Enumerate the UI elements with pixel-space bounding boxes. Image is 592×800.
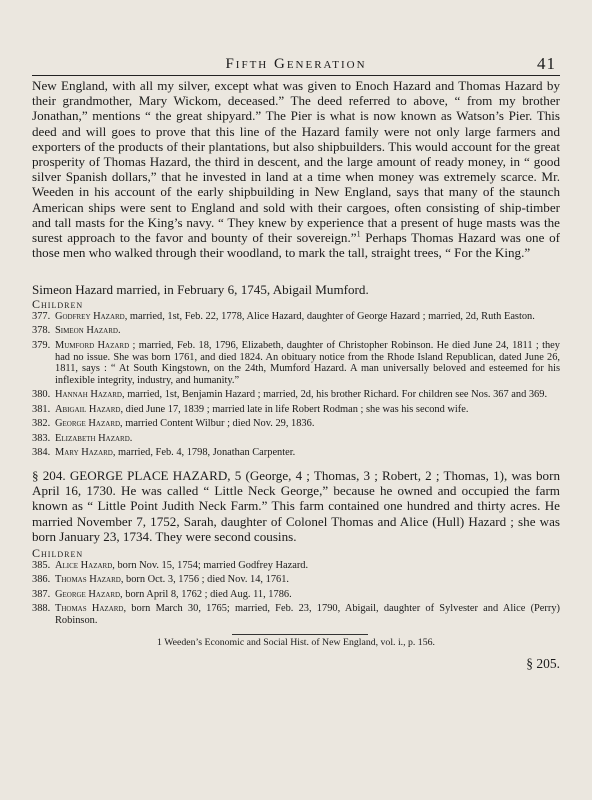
child-details: . <box>117 325 121 337</box>
child-details: , born Nov. 15, 1754; married Godfrey Hazard. <box>112 560 309 571</box>
child-number: 381. <box>32 403 51 415</box>
child-name: Simeon Hazard <box>55 325 118 337</box>
children-heading-1: Children <box>32 297 84 311</box>
child-name: Thomas Hazard <box>55 574 121 586</box>
page-number: 41 <box>537 54 556 73</box>
child-name: Alice Hazard <box>55 560 113 571</box>
child-text <box>55 340 560 386</box>
child-number: 383. <box>32 432 51 444</box>
child-text <box>55 560 560 572</box>
child-text <box>55 311 560 323</box>
header-rule <box>32 75 560 76</box>
child-entry <box>32 340 560 386</box>
child-entry <box>32 574 560 586</box>
child-details: , married, 1st, Benjamin Hazard ; married, 2d, his brother Richard. For children see Nos. 367 and 369. <box>122 389 548 401</box>
footnote-rule <box>232 634 368 635</box>
child-details: . <box>129 432 133 444</box>
child-name: Godfrey Hazard <box>55 311 125 322</box>
child-name: Elizabeth Hazard <box>55 432 130 444</box>
child-entry <box>32 603 560 626</box>
child-details: , born Oct. 3, 1756 ; died Nov. 14, 1761. <box>120 574 290 586</box>
child-entry <box>32 560 560 572</box>
child-details: , died June 17, 1839 ; married late in life Robert Rodman ; she was his second wife. <box>120 403 469 415</box>
children-list-1 <box>32 311 560 462</box>
child-name: George Hazard <box>55 588 121 600</box>
running-header <box>32 56 560 76</box>
child-details: , born March 30, 1765; married, Feb. 23, 1790, Abigail, daughter of Sylvester and Alice (Perry) Robinson. <box>55 603 560 627</box>
child-details: , married Content Wilbur ; died Nov. 29, 1836. <box>120 418 315 430</box>
footnote-reference: 1 <box>356 229 361 239</box>
child-text <box>55 589 560 601</box>
child-number: 377. <box>32 311 51 322</box>
child-number: 384. <box>32 447 51 459</box>
child-name: George Hazard <box>55 418 121 430</box>
child-name: Hannah Hazard <box>55 389 122 401</box>
child-number: 378. <box>32 325 51 337</box>
body-paragraph-2: § 204. GEORGE PLACE HAZARD, 5 (George, 4 ; Thomas, 3 ; Robert, 2 ; Thomas, 1), was born April 16, 1730. He was called “ Little Neck George,” because he owned and occupied the farm known as “ Little Point Judith Neck Farm.” This farm contained one hundred and thirty acres. He married November 7, 1752, Sarah, daughter of Colonel Thomas and Alice (Hull) Hazard ; she was born January 23, 1734. They were second cousins. <box>32 468 560 544</box>
child-text <box>55 433 560 445</box>
child-number: 385. <box>32 560 51 571</box>
marriage-line: Simeon Hazard married, in February 6, 1745, Abigail Mumford. <box>32 282 369 297</box>
child-text <box>55 603 560 626</box>
child-entry <box>32 389 560 401</box>
children-list-2 <box>32 560 560 630</box>
child-details: , married, Feb. 4, 1798, Jonathan Carpenter. <box>112 447 296 459</box>
child-entry <box>32 404 560 416</box>
child-entry <box>32 447 560 459</box>
catchword: § 205. <box>526 656 560 671</box>
child-entry <box>32 589 560 601</box>
child-entry <box>32 311 560 323</box>
chapter-title: Fifth Generation <box>225 56 367 72</box>
child-entry <box>32 433 560 445</box>
child-number: 386. <box>32 574 51 586</box>
child-text <box>55 418 560 430</box>
child-number: 387. <box>32 588 51 600</box>
children-heading-2: Children <box>32 546 84 560</box>
paragraph-1-text-b: Perhaps Thomas Hazard was one of those men who walked through their woodland, to mark the tall, straight trees, “ For the King.” <box>32 230 560 261</box>
child-number: 388. <box>32 603 51 615</box>
footnote: 1 Weeden’s Economic and Social Hist. of New England, vol. i., p. 156. <box>157 637 435 648</box>
child-entry <box>32 325 560 337</box>
child-name: Mary Hazard <box>55 447 113 459</box>
child-name: Abigail Hazard <box>55 403 121 415</box>
child-text <box>55 404 560 416</box>
child-name: Mumford Hazard <box>55 339 130 351</box>
child-name: Thomas Hazard <box>55 603 124 615</box>
child-text <box>55 325 560 337</box>
body-paragraph-1 <box>32 78 560 260</box>
child-number: 379. <box>32 339 51 351</box>
paragraph-1-text-a: New England, with all my silver, except what was given to Enoch Hazard and Thomas Hazard by their grandmother, Mary Wickom, deceased.” The deed referred to above, “ from my brother Jonathan,” mentions “ the great shipyard.” The Pier is what is now known as Watson’s Pier. This deed and will goes to prove that this line of the Hazard family were not only large farmers and exporters of the products of their plantations, but also shipbuilders. This would account for the great prosperity of Thomas Hazard, the third in descent, and the large amount of ready money, in “ good silver Spanish dollars,” that he invested in land at a time when money was extremely scarce. Mr. Weeden in his account of the early shipbuilding in New England, says that many of the staunch American ships were sent to England and sold with their cargoes, often consisting of ship-timber and tall masts for the King’s navy. “ They knew by experience that a present of huge masts was the surest approach to the favor and bounty of their sovereign.” <box>32 78 560 246</box>
child-entry <box>32 418 560 430</box>
child-number: 382. <box>32 418 51 430</box>
child-text <box>55 389 560 401</box>
child-number: 380. <box>32 389 51 401</box>
child-details: , married, 1st, Feb. 22, 1778, Alice Hazard, daughter of George Hazard ; married, 2d, Ruth Easton. <box>124 311 535 322</box>
child-text <box>55 447 560 459</box>
child-details: , born April 8, 1762 ; died Aug. 11, 1786. <box>120 588 292 600</box>
child-text <box>55 574 560 586</box>
child-details: ; married, Feb. 18, 1796, Elizabeth, daughter of Christopher Robinson. He died June 24, 1811 ; they had no issue. She was born 1761, and died 1824. An obituary notice from the Rhode Island Republican, dated June 26, 1811, says : “ At South Kingstown, on the 24th, Mumford Hazard. A man universally beloved and esteemed for his inflexible integrity, industry, and humanity.” <box>55 339 560 386</box>
